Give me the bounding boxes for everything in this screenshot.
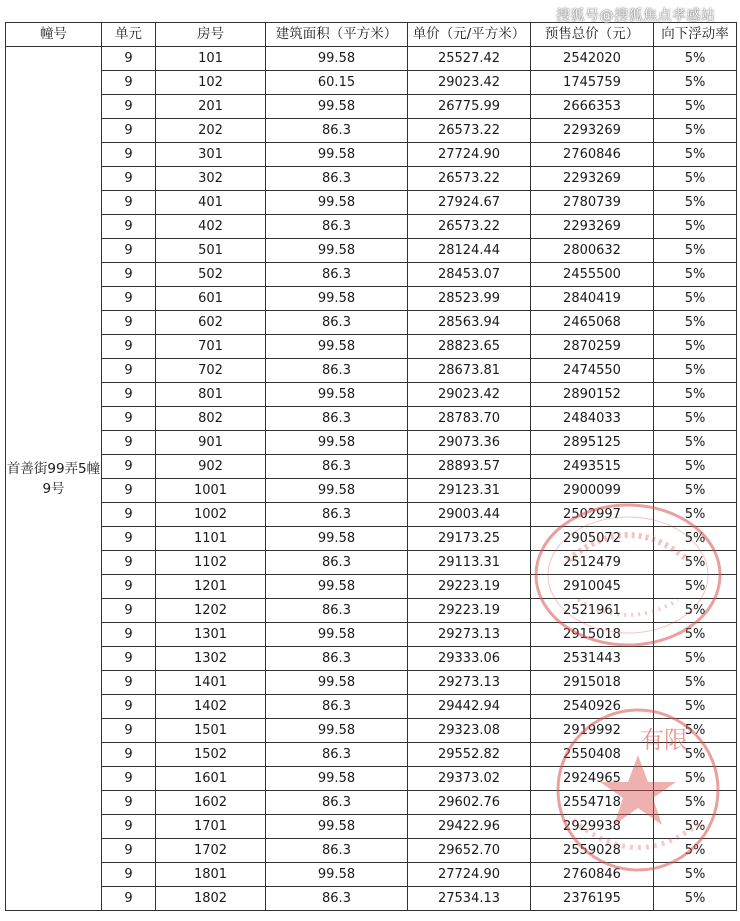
cell-area: 86.3 (266, 599, 408, 623)
cell-unit: 9 (102, 431, 156, 455)
cell-unit-price: 28124.44 (408, 239, 531, 263)
cell-building: 首善街99弄5幢9号 (6, 47, 102, 911)
cell-area: 86.3 (266, 791, 408, 815)
cell-total-price: 2895125 (531, 431, 654, 455)
cell-unit-price: 29023.42 (408, 383, 531, 407)
cell-room: 1801 (156, 863, 266, 887)
cell-total-price: 2559028 (531, 839, 654, 863)
cell-room: 901 (156, 431, 266, 455)
cell-unit-price: 27724.90 (408, 143, 531, 167)
cell-unit: 9 (102, 335, 156, 359)
cell-float-rate: 5% (654, 359, 737, 383)
table-row (6, 743, 737, 767)
cell-total-price: 2910045 (531, 575, 654, 599)
cell-unit-price: 28893.57 (408, 455, 531, 479)
cell-total-price: 2293269 (531, 167, 654, 191)
cell-unit: 9 (102, 575, 156, 599)
cell-float-rate: 5% (654, 47, 737, 71)
table-row (6, 455, 737, 479)
table-row (6, 479, 737, 503)
cell-float-rate: 5% (654, 671, 737, 695)
cell-unit: 9 (102, 599, 156, 623)
cell-total-price: 2512479 (531, 551, 654, 575)
cell-total-price: 2924965 (531, 767, 654, 791)
table-row (6, 407, 737, 431)
cell-unit-price: 27924.67 (408, 191, 531, 215)
table-row (6, 119, 737, 143)
cell-total-price: 2760846 (531, 143, 654, 167)
cell-unit: 9 (102, 167, 156, 191)
cell-total-price: 2915018 (531, 671, 654, 695)
cell-total-price: 2542020 (531, 47, 654, 71)
cell-unit: 9 (102, 815, 156, 839)
cell-area: 99.58 (266, 527, 408, 551)
table-row (6, 815, 737, 839)
cell-area: 86.3 (266, 263, 408, 287)
cell-float-rate: 5% (654, 575, 737, 599)
cell-unit-price: 26573.22 (408, 167, 531, 191)
cell-total-price: 2293269 (531, 215, 654, 239)
header-float-rate: 向下浮动率 (654, 23, 737, 47)
cell-unit-price: 29552.82 (408, 743, 531, 767)
cell-area: 86.3 (266, 695, 408, 719)
cell-unit: 9 (102, 215, 156, 239)
cell-unit: 9 (102, 719, 156, 743)
price-table (5, 22, 737, 911)
cell-total-price: 2905072 (531, 527, 654, 551)
cell-total-price: 2550408 (531, 743, 654, 767)
cell-float-rate: 5% (654, 527, 737, 551)
cell-unit: 9 (102, 263, 156, 287)
cell-unit: 9 (102, 311, 156, 335)
cell-unit: 9 (102, 71, 156, 95)
cell-room: 601 (156, 287, 266, 311)
cell-unit-price: 29223.19 (408, 599, 531, 623)
table-row (6, 599, 737, 623)
cell-total-price: 2870259 (531, 335, 654, 359)
table-row (6, 623, 737, 647)
cell-area: 60.15 (266, 71, 408, 95)
cell-total-price: 2929938 (531, 815, 654, 839)
table-row (6, 287, 737, 311)
cell-area: 86.3 (266, 743, 408, 767)
cell-total-price: 2521961 (531, 599, 654, 623)
cell-float-rate: 5% (654, 743, 737, 767)
table-row (6, 215, 737, 239)
header-unit-price: 单价（元/平方米） (408, 23, 531, 47)
cell-room: 602 (156, 311, 266, 335)
table-row (6, 383, 737, 407)
cell-float-rate: 5% (654, 167, 737, 191)
cell-area: 99.58 (266, 287, 408, 311)
cell-area: 86.3 (266, 551, 408, 575)
cell-room: 1601 (156, 767, 266, 791)
cell-unit-price: 29422.96 (408, 815, 531, 839)
cell-room: 1502 (156, 743, 266, 767)
cell-unit-price: 28563.94 (408, 311, 531, 335)
cell-room: 1802 (156, 887, 266, 911)
cell-float-rate: 5% (654, 599, 737, 623)
table-row (6, 311, 737, 335)
cell-float-rate: 5% (654, 695, 737, 719)
cell-unit: 9 (102, 239, 156, 263)
cell-float-rate: 5% (654, 311, 737, 335)
cell-float-rate: 5% (654, 551, 737, 575)
cell-unit-price: 28783.70 (408, 407, 531, 431)
cell-unit-price: 29373.02 (408, 767, 531, 791)
cell-room: 1102 (156, 551, 266, 575)
cell-room: 1301 (156, 623, 266, 647)
cell-unit-price: 29333.06 (408, 647, 531, 671)
cell-unit: 9 (102, 551, 156, 575)
cell-unit: 9 (102, 623, 156, 647)
cell-unit-price: 25527.42 (408, 47, 531, 71)
cell-unit: 9 (102, 647, 156, 671)
cell-unit: 9 (102, 743, 156, 767)
cell-room: 1002 (156, 503, 266, 527)
cell-room: 402 (156, 215, 266, 239)
cell-unit-price: 29273.13 (408, 671, 531, 695)
header-room: 房号 (156, 23, 266, 47)
cell-unit-price: 29173.25 (408, 527, 531, 551)
cell-area: 99.58 (266, 431, 408, 455)
table-row (6, 95, 737, 119)
cell-room: 102 (156, 71, 266, 95)
table-row (6, 695, 737, 719)
watermark: 搜狐号@搜狐焦点孝感站 (556, 8, 716, 24)
cell-room: 902 (156, 455, 266, 479)
cell-area: 99.58 (266, 335, 408, 359)
cell-float-rate: 5% (654, 215, 737, 239)
cell-unit: 9 (102, 407, 156, 431)
cell-total-price: 2376195 (531, 887, 654, 911)
table-row (6, 527, 737, 551)
cell-unit: 9 (102, 95, 156, 119)
cell-room: 802 (156, 407, 266, 431)
cell-unit-price: 28523.99 (408, 287, 531, 311)
cell-unit: 9 (102, 143, 156, 167)
cell-unit: 9 (102, 695, 156, 719)
cell-unit: 9 (102, 527, 156, 551)
cell-total-price: 2840419 (531, 287, 654, 311)
header-total-price: 预售总价（元） (531, 23, 654, 47)
cell-area: 99.58 (266, 383, 408, 407)
header-unit: 单元 (102, 23, 156, 47)
cell-area: 99.58 (266, 479, 408, 503)
table-row (6, 887, 737, 911)
cell-area: 99.58 (266, 239, 408, 263)
table-row (6, 167, 737, 191)
cell-room: 501 (156, 239, 266, 263)
cell-area: 99.58 (266, 671, 408, 695)
cell-unit: 9 (102, 767, 156, 791)
cell-unit: 9 (102, 455, 156, 479)
cell-area: 99.58 (266, 767, 408, 791)
cell-room: 302 (156, 167, 266, 191)
cell-unit: 9 (102, 887, 156, 911)
cell-room: 701 (156, 335, 266, 359)
cell-float-rate: 5% (654, 383, 737, 407)
cell-area: 99.58 (266, 575, 408, 599)
cell-unit: 9 (102, 383, 156, 407)
cell-total-price: 2293269 (531, 119, 654, 143)
cell-float-rate: 5% (654, 263, 737, 287)
cell-unit: 9 (102, 191, 156, 215)
cell-room: 401 (156, 191, 266, 215)
cell-float-rate: 5% (654, 815, 737, 839)
cell-total-price: 2474550 (531, 359, 654, 383)
cell-float-rate: 5% (654, 407, 737, 431)
table-row (6, 647, 737, 671)
seal-text: 有限 (640, 726, 688, 754)
table-row (6, 767, 737, 791)
cell-float-rate: 5% (654, 647, 737, 671)
cell-unit: 9 (102, 671, 156, 695)
cell-room: 1701 (156, 815, 266, 839)
table-row (6, 719, 737, 743)
cell-unit-price: 29123.31 (408, 479, 531, 503)
cell-float-rate: 5% (654, 239, 737, 263)
cell-unit-price: 29113.31 (408, 551, 531, 575)
cell-room: 502 (156, 263, 266, 287)
cell-float-rate: 5% (654, 335, 737, 359)
cell-total-price: 2540926 (531, 695, 654, 719)
cell-area: 99.58 (266, 47, 408, 71)
cell-area: 99.58 (266, 95, 408, 119)
cell-total-price: 2780739 (531, 191, 654, 215)
cell-area: 86.3 (266, 167, 408, 191)
cell-total-price: 1745759 (531, 71, 654, 95)
cell-unit-price: 27534.13 (408, 887, 531, 911)
cell-area: 99.58 (266, 719, 408, 743)
cell-unit-price: 26573.22 (408, 215, 531, 239)
cell-float-rate: 5% (654, 839, 737, 863)
cell-area: 86.3 (266, 311, 408, 335)
table-row (6, 791, 737, 815)
cell-unit: 9 (102, 119, 156, 143)
cell-total-price: 2455500 (531, 263, 654, 287)
header-area: 建筑面积（平方米） (266, 23, 408, 47)
cell-float-rate: 5% (654, 863, 737, 887)
cell-area: 99.58 (266, 863, 408, 887)
cell-unit-price: 29442.94 (408, 695, 531, 719)
cell-float-rate: 5% (654, 791, 737, 815)
cell-area: 99.58 (266, 815, 408, 839)
cell-unit-price: 29003.44 (408, 503, 531, 527)
cell-float-rate: 5% (654, 503, 737, 527)
cell-total-price: 2493515 (531, 455, 654, 479)
cell-unit-price: 29223.19 (408, 575, 531, 599)
cell-room: 1401 (156, 671, 266, 695)
table-row (6, 263, 737, 287)
cell-room: 801 (156, 383, 266, 407)
cell-room: 202 (156, 119, 266, 143)
cell-unit-price: 27724.90 (408, 863, 531, 887)
cell-room: 1101 (156, 527, 266, 551)
cell-room: 301 (156, 143, 266, 167)
cell-float-rate: 5% (654, 143, 737, 167)
cell-area: 86.3 (266, 887, 408, 911)
table-row (6, 47, 737, 71)
cell-float-rate: 5% (654, 623, 737, 647)
cell-room: 1501 (156, 719, 266, 743)
cell-unit-price: 26775.99 (408, 95, 531, 119)
cell-float-rate: 5% (654, 95, 737, 119)
cell-total-price: 2554718 (531, 791, 654, 815)
cell-total-price: 2484033 (531, 407, 654, 431)
cell-float-rate: 5% (654, 455, 737, 479)
cell-unit-price: 29073.36 (408, 431, 531, 455)
cell-total-price: 2666353 (531, 95, 654, 119)
cell-total-price: 2531443 (531, 647, 654, 671)
cell-unit: 9 (102, 839, 156, 863)
cell-float-rate: 5% (654, 119, 737, 143)
cell-unit-price: 28673.81 (408, 359, 531, 383)
cell-float-rate: 5% (654, 71, 737, 95)
cell-area: 86.3 (266, 215, 408, 239)
table-row (6, 551, 737, 575)
cell-area: 99.58 (266, 143, 408, 167)
cell-unit: 9 (102, 479, 156, 503)
cell-float-rate: 5% (654, 431, 737, 455)
cell-room: 1402 (156, 695, 266, 719)
cell-unit-price: 29323.08 (408, 719, 531, 743)
cell-unit-price: 28823.65 (408, 335, 531, 359)
cell-room: 1602 (156, 791, 266, 815)
cell-unit-price: 28453.07 (408, 263, 531, 287)
cell-total-price: 2919992 (531, 719, 654, 743)
header-row (6, 23, 737, 47)
table-row (6, 575, 737, 599)
cell-total-price: 2900099 (531, 479, 654, 503)
table-row (6, 671, 737, 695)
cell-room: 1202 (156, 599, 266, 623)
cell-area: 99.58 (266, 191, 408, 215)
table-row (6, 839, 737, 863)
cell-float-rate: 5% (654, 479, 737, 503)
cell-room: 1001 (156, 479, 266, 503)
cell-unit: 9 (102, 359, 156, 383)
cell-area: 86.3 (266, 407, 408, 431)
cell-float-rate: 5% (654, 887, 737, 911)
table-row (6, 191, 737, 215)
cell-area: 86.3 (266, 359, 408, 383)
cell-room: 1702 (156, 839, 266, 863)
cell-unit-price: 29602.76 (408, 791, 531, 815)
table-row (6, 335, 737, 359)
cell-float-rate: 5% (654, 767, 737, 791)
cell-area: 86.3 (266, 503, 408, 527)
cell-room: 1201 (156, 575, 266, 599)
table-body (6, 47, 737, 911)
table-row (6, 863, 737, 887)
price-list-sheet (5, 22, 737, 911)
table-row (6, 431, 737, 455)
table-row (6, 503, 737, 527)
cell-area: 86.3 (266, 455, 408, 479)
cell-unit-price: 29023.42 (408, 71, 531, 95)
table-row (6, 71, 737, 95)
cell-float-rate: 5% (654, 191, 737, 215)
cell-total-price: 2915018 (531, 623, 654, 647)
cell-room: 201 (156, 95, 266, 119)
cell-total-price: 2760846 (531, 863, 654, 887)
cell-room: 1302 (156, 647, 266, 671)
table-row (6, 239, 737, 263)
cell-unit: 9 (102, 503, 156, 527)
cell-total-price: 2465068 (531, 311, 654, 335)
cell-room: 101 (156, 47, 266, 71)
cell-unit-price: 29273.13 (408, 623, 531, 647)
cell-float-rate: 5% (654, 719, 737, 743)
cell-unit: 9 (102, 863, 156, 887)
cell-unit: 9 (102, 287, 156, 311)
cell-float-rate: 5% (654, 287, 737, 311)
header-building: 幢号 (6, 23, 102, 47)
cell-area: 86.3 (266, 647, 408, 671)
table-row (6, 359, 737, 383)
cell-total-price: 2502997 (531, 503, 654, 527)
cell-unit: 9 (102, 791, 156, 815)
cell-unit-price: 26573.22 (408, 119, 531, 143)
cell-area: 86.3 (266, 119, 408, 143)
cell-total-price: 2890152 (531, 383, 654, 407)
cell-total-price: 2800632 (531, 239, 654, 263)
cell-unit-price: 29652.70 (408, 839, 531, 863)
cell-area: 99.58 (266, 623, 408, 647)
cell-area: 86.3 (266, 839, 408, 863)
cell-room: 702 (156, 359, 266, 383)
cell-unit: 9 (102, 47, 156, 71)
table-row (6, 143, 737, 167)
